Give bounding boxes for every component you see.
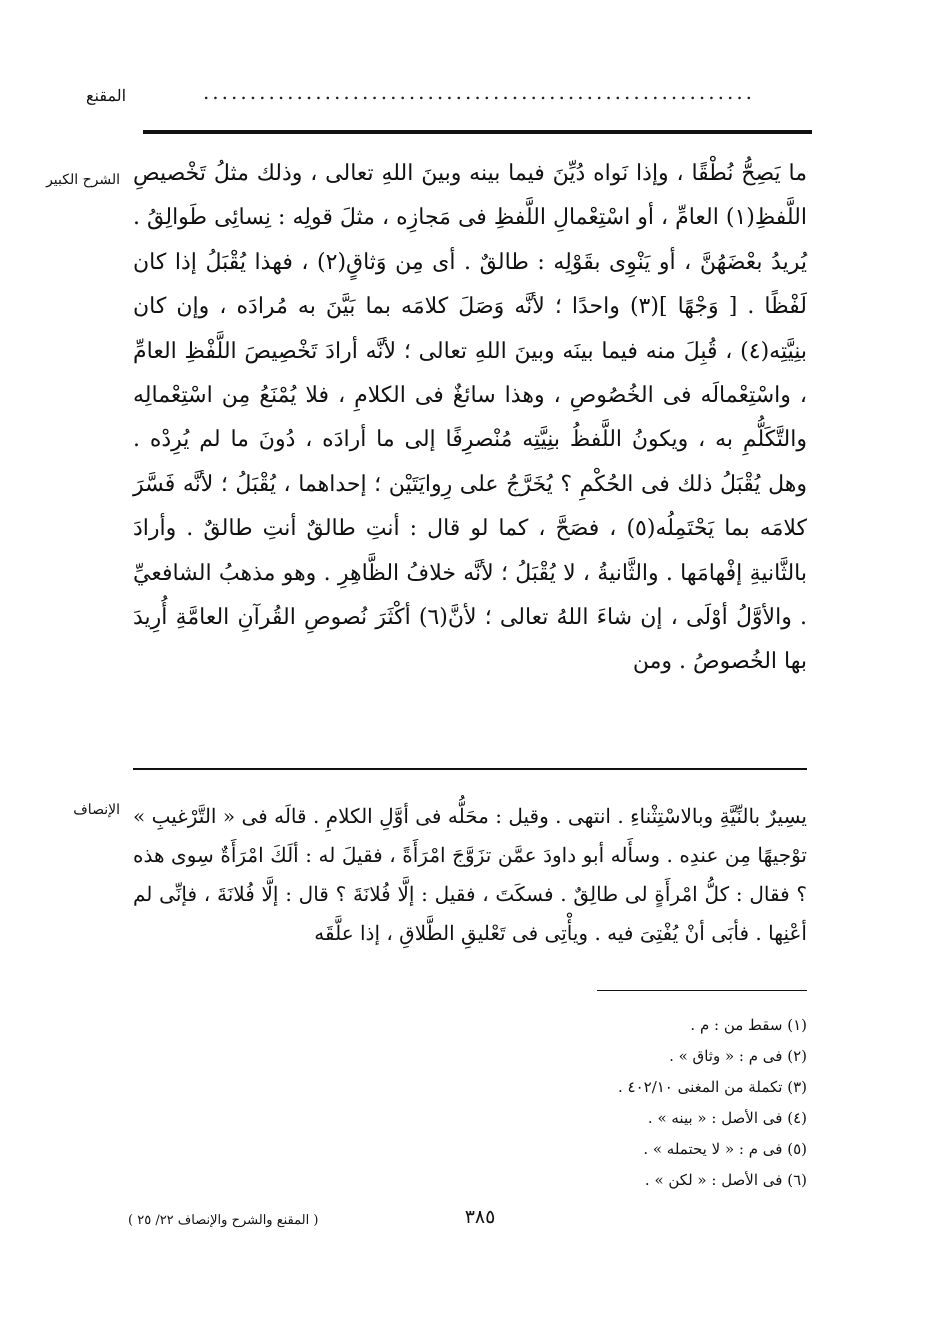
insaf-paragraph: يسِيرٌ بالنِّيَّةِ وبالاسْتِثْناءِ . انتهى . وقيل : محَلُّه فى أوَّلِ الكلامِ . قالَه فى « التَّرْغيبِ » توْجيهًا مِن عندِه . وسأَله أبو داودَ عمَّن تزَوَّجَ امْرَأَةً ، فقيلَ له : ألَكَ امْرَأَةٌ سِوى هذه ؟ فقال : كلُّ امْرأَةٍ لى طالِقٌ . فسكَتَ ، فقيل : إلَّا فُلانَةَ ؟ قال : إلَّا فُلانَةَ ، فإنِّى لم أعْنِها . فأبَى أنْ يُفْتِىَ فيه . ويأْتِى فى تَعْليقِ الطَّلاقِ ، إذا علَّقَه xyxy=(133,804,807,945)
header-dotted-leader: ........................................................... xyxy=(202,80,756,104)
footnote-item: (٤) فى الأصل : « بينه » . xyxy=(647,1109,807,1127)
footnote-item: (٢) فى م : « وثاق » . xyxy=(669,1047,807,1065)
footnote-rule xyxy=(597,990,807,991)
footnote-item: (٥) فى م : « لا يحتمله » . xyxy=(643,1140,807,1158)
running-header-title: المقنع xyxy=(86,86,127,105)
side-label-sharh: الشرح الكبير xyxy=(46,172,120,188)
series-reference: ( المقنع والشرح والإنصاف ٢٢/ ٢٥ ) xyxy=(128,1213,319,1228)
side-label-insaf: الإنصاف xyxy=(73,802,120,818)
sharh-text-block xyxy=(133,152,807,685)
footnote-item: (١) سقط من : م . xyxy=(690,1016,807,1034)
insaf-text-block xyxy=(133,797,807,953)
footnote-item: (٦) فى الأصل : « لكن » . xyxy=(644,1171,807,1189)
header-rule xyxy=(143,130,812,134)
footnote-list xyxy=(450,1010,807,1196)
footnote-item: (٣) تكملة من المغنى ٤٠٢/١٠ . xyxy=(617,1078,807,1096)
page-number: ٣٨٥ xyxy=(464,1206,496,1228)
section-divider xyxy=(133,768,807,770)
sharh-paragraph: ما يَصِحُّ نُطْقًا ، وإذا نَواه دُيِّنَ فيما بينه وبينَ اللهِ تعالى ، وذلك مثلُ تَخْصيصِ اللَّفظِ(١) العامِّ ، أو اسْتِعْمالِ اللَّفظِ فى مَجازِه ، مثلَ قولِه : نِسائِى طَوالِقُ . يُريدُ بعْضَهُنَّ ، أو يَنْوِى بقَوْلِه : طالقٌ . أى مِن وَثاقٍ(٢) ، فهذا يُقْبَلُ إذا كان لَفْظًا . [ وَجْهًا ](٣) واحدًا ؛ لأنَّه وَصَلَ كلامَه بما بَيَّنَ به مُرادَه ، وإن كان بنِيَّتِه(٤) ، قُبِلَ منه فيما بينَه وبينَ اللهِ تعالى ؛ لأنَّه أرادَ تَخْصِيصَ اللَّفْظِ العامِّ ، واسْتِعْمالَه فى الخُصُوصِ ، وهذا سائغٌ فى الكلامِ ، فلا يُمْنَعُ مِن اسْتِعْمالِه والتَّكَلُّمِ به ، ويكونُ اللَّفظُ بنِيَّتِه مُنْصرِفًا إلى ما أرادَه ، دُونَ ما لم يُرِدْه . وهل يُقْبَلُ ذلك فى الحُكْمِ ؟ يُخَرَّجُ على رِوايَتَيْن ؛ إحداهما ، يُقْبَلُ ؛ لأنَّه فَسَّرَ كلامَه بما يَحْتَمِلُه(٥) ، فصَحَّ ، كما لو قال : أنتِ طالقٌ أنتِ طالقٌ . وأرادَ بالثَّانيةِ إفْهامَها . والثَّانيةُ ، لا يُقْبَلُ ؛ لأنَّه خلافُ الظَّاهِرِ . وهو مذهبُ الشافعيِّ . والأوَّلُ أوْلَى ، إن شاءَ اللهُ تعالى ؛ لأنَّ(٦) أكْثَرَ نُصوصِ القُرآنِ العامَّةِ أُرِيدَ بها الخُصوصُ . ومن xyxy=(133,161,808,675)
